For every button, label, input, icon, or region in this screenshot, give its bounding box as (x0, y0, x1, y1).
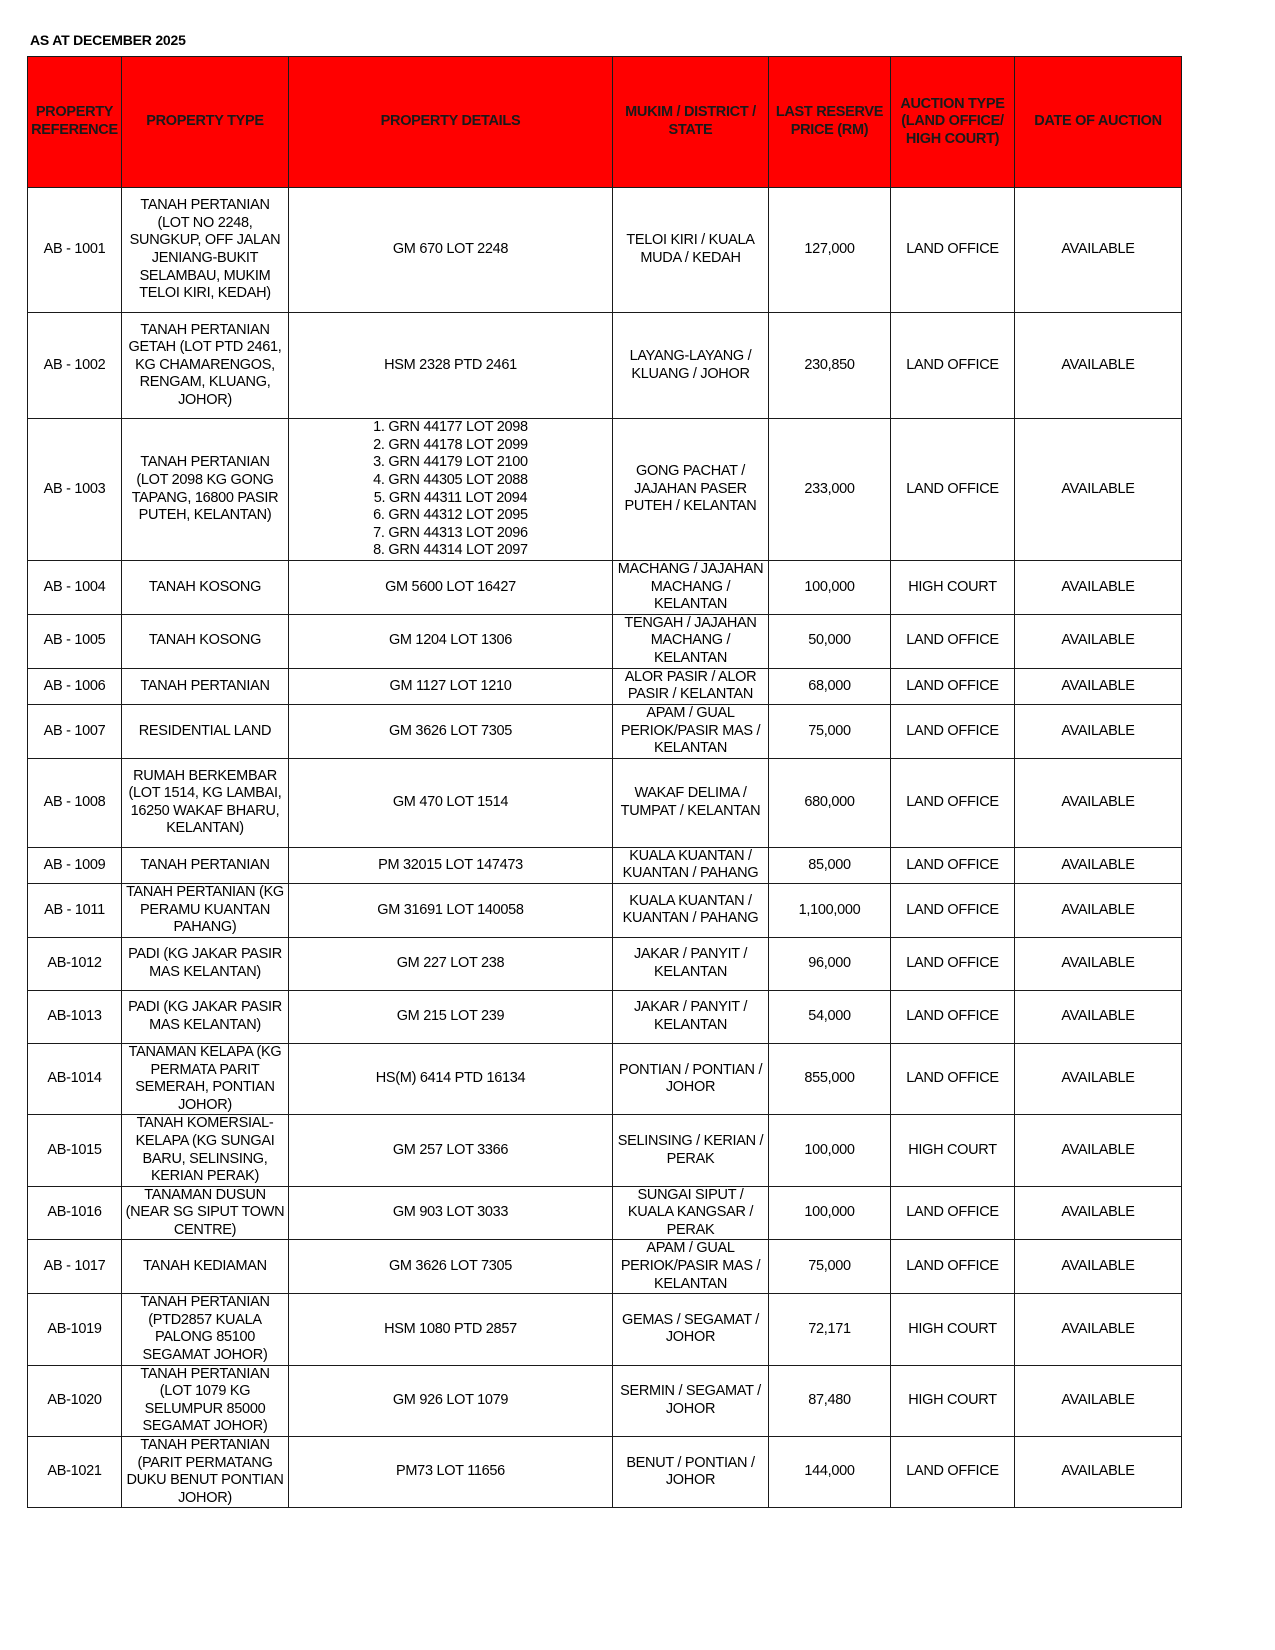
cell-reserve-price: 100,000 (769, 1186, 891, 1240)
cell-reserve-price: 1,100,000 (769, 883, 891, 937)
property-title-entry: HSM 1080 PTD 2857 (384, 1320, 517, 1337)
cell-property-reference: AB-1012 (28, 937, 122, 990)
cell-auction-date: AVAILABLE (1015, 1186, 1182, 1240)
cell-property-details (289, 614, 613, 668)
cell-reserve-price: 72,171 (769, 1294, 891, 1365)
cell-reserve-price: 855,000 (769, 1043, 891, 1114)
cell-reserve-price: 230,850 (769, 313, 891, 419)
cell-property-type: TANAH KOSONG (122, 614, 289, 668)
cell-auction-date: AVAILABLE (1015, 704, 1182, 758)
table-row (28, 1043, 1182, 1114)
header-auction-type: AUCTION TYPE (LAND OFFICE/ HIGH COURT) (891, 57, 1015, 188)
cell-auction-date: AVAILABLE (1015, 1240, 1182, 1294)
table-row (28, 758, 1182, 847)
table-row (28, 1437, 1182, 1508)
cell-property-type: TANAH PERTANIAN (122, 668, 289, 704)
cell-property-type: TANAH PERTANIAN (LOT 1079 KG SELUMPUR 85000 SEGAMAT JOHOR) (122, 1365, 289, 1436)
table-row (28, 847, 1182, 883)
cell-property-type: RESIDENTIAL LAND (122, 704, 289, 758)
cell-location: KUALA KUANTAN / KUANTAN / PAHANG (613, 883, 769, 937)
property-title-entry: GM 31691 LOT 140058 (377, 901, 524, 918)
cell-location: GEMAS / SEGAMAT / JOHOR (613, 1294, 769, 1365)
cell-property-reference: AB - 1007 (28, 704, 122, 758)
cell-location: TELOI KIRI / KUALA MUDA / KEDAH (613, 188, 769, 313)
property-title-entry: 2. GRN 44178 LOT 2099 (373, 436, 528, 453)
cell-location: KUALA KUANTAN / KUANTAN / PAHANG (613, 847, 769, 883)
table-body (28, 188, 1182, 1508)
table-row (28, 419, 1182, 561)
cell-auction-date: AVAILABLE (1015, 1294, 1182, 1365)
cell-property-reference: AB - 1011 (28, 883, 122, 937)
header-auction-date: DATE OF AUCTION (1015, 57, 1182, 188)
cell-property-type: TANAH PERTANIAN (PTD2857 KUALA PALONG 85100 SEGAMAT JOHOR) (122, 1294, 289, 1365)
cell-reserve-price: 680,000 (769, 758, 891, 847)
cell-property-reference: AB-1020 (28, 1365, 122, 1436)
table-row (28, 883, 1182, 937)
cell-auction-type: HIGH COURT (891, 1294, 1015, 1365)
cell-property-details (289, 561, 613, 615)
cell-reserve-price: 144,000 (769, 1437, 891, 1508)
cell-property-details (289, 1115, 613, 1186)
property-title-entry: 1. GRN 44177 LOT 2098 (373, 419, 528, 436)
cell-reserve-price: 233,000 (769, 419, 891, 561)
cell-auction-type: LAND OFFICE (891, 313, 1015, 419)
table-row (28, 1115, 1182, 1186)
cell-auction-date: AVAILABLE (1015, 188, 1182, 313)
cell-property-details (289, 668, 613, 704)
cell-property-type: TANAMAN KELAPA (KG PERMATA PARIT SEMERAH, PONTIAN JOHOR) (122, 1043, 289, 1114)
cell-location: WAKAF DELIMA / TUMPAT / KELANTAN (613, 758, 769, 847)
property-title-entry: PM73 LOT 11656 (396, 1463, 505, 1480)
cell-property-type: TANAH PERTANIAN (LOT NO 2248, SUNGKUP, OFF JALAN JENIANG-BUKIT SELAMBAU, MUKIM TELOI KIRI, KEDAH) (122, 188, 289, 313)
cell-property-details (289, 1437, 613, 1508)
cell-auction-date: AVAILABLE (1015, 561, 1182, 615)
cell-property-type: TANAH KEDIAMAN (122, 1240, 289, 1294)
cell-auction-type: LAND OFFICE (891, 990, 1015, 1043)
table-row (28, 1294, 1182, 1365)
cell-auction-type: HIGH COURT (891, 1115, 1015, 1186)
property-title-entry: GM 926 LOT 1079 (392, 1392, 509, 1409)
cell-auction-date: AVAILABLE (1015, 1365, 1182, 1436)
cell-location: TENGAH / JAJAHAN MACHANG / KELANTAN (613, 614, 769, 668)
table-row (28, 561, 1182, 615)
cell-property-reference: AB-1021 (28, 1437, 122, 1508)
cell-auction-type: HIGH COURT (891, 1365, 1015, 1436)
cell-location: GONG PACHAT / JAJAHAN PASER PUTEH / KELANTAN (613, 419, 769, 561)
table-row (28, 614, 1182, 668)
cell-location: SERMIN / SEGAMAT / JOHOR (613, 1365, 769, 1436)
cell-property-type: TANAH PERTANIAN GETAH (LOT PTD 2461, KG CHAMARENGOS, RENGAM, KLUANG, JOHOR) (122, 313, 289, 419)
property-title-entry: GM 1127 LOT 1210 (389, 677, 512, 694)
cell-property-type: TANAH PERTANIAN (122, 847, 289, 883)
cell-property-details (289, 847, 613, 883)
header-reserve-price: LAST RESERVE PRICE (RM) (769, 57, 891, 188)
cell-auction-date: AVAILABLE (1015, 883, 1182, 937)
property-title-entry: 3. GRN 44179 LOT 2100 (373, 454, 528, 471)
property-auction-table (27, 56, 1182, 1508)
cell-auction-type: LAND OFFICE (891, 937, 1015, 990)
cell-property-type: TANAH PERTANIAN (LOT 2098 KG GONG TAPANG, 16800 PASIR PUTEH, KELANTAN) (122, 419, 289, 561)
cell-property-reference: AB - 1001 (28, 188, 122, 313)
cell-property-details (289, 704, 613, 758)
cell-auction-date: AVAILABLE (1015, 847, 1182, 883)
cell-property-reference: AB - 1002 (28, 313, 122, 419)
property-title-entry: PM 32015 LOT 147473 (378, 856, 523, 873)
table-row (28, 668, 1182, 704)
cell-location: MACHANG / JAJAHAN MACHANG / KELANTAN (613, 561, 769, 615)
cell-reserve-price: 127,000 (769, 188, 891, 313)
property-title-entry: GM 5600 LOT 16427 (385, 578, 516, 595)
cell-auction-type: LAND OFFICE (891, 758, 1015, 847)
cell-location: JAKAR / PANYIT / KELANTAN (613, 990, 769, 1043)
cell-location: ALOR PASIR / ALOR PASIR / KELANTAN (613, 668, 769, 704)
property-title-entry: GM 3626 LOT 7305 (388, 1258, 513, 1275)
cell-property-reference: AB - 1009 (28, 847, 122, 883)
cell-auction-type: LAND OFFICE (891, 704, 1015, 758)
cell-property-reference: AB-1015 (28, 1115, 122, 1186)
cell-property-details (289, 188, 613, 313)
table-row (28, 1240, 1182, 1294)
cell-reserve-price: 100,000 (769, 561, 891, 615)
cell-auction-type: HIGH COURT (891, 561, 1015, 615)
table-row (28, 1365, 1182, 1436)
table-row (28, 313, 1182, 419)
property-title-entry: GM 257 LOT 3366 (392, 1141, 509, 1158)
cell-auction-date: AVAILABLE (1015, 1115, 1182, 1186)
cell-auction-date: AVAILABLE (1015, 614, 1182, 668)
cell-location: BENUT / PONTIAN / JOHOR (613, 1437, 769, 1508)
cell-location: SELINSING / KERIAN / PERAK (613, 1115, 769, 1186)
cell-auction-type: LAND OFFICE (891, 614, 1015, 668)
cell-property-reference: AB - 1004 (28, 561, 122, 615)
cell-property-reference: AB - 1017 (28, 1240, 122, 1294)
cell-auction-date: AVAILABLE (1015, 419, 1182, 561)
cell-property-details (289, 313, 613, 419)
cell-reserve-price: 54,000 (769, 990, 891, 1043)
property-title-entry: GM 227 LOT 238 (396, 955, 505, 972)
header-property-type: PROPERTY TYPE (122, 57, 289, 188)
cell-auction-type: LAND OFFICE (891, 668, 1015, 704)
cell-auction-type: LAND OFFICE (891, 1186, 1015, 1240)
property-title-entry: 8. GRN 44314 LOT 2097 (373, 542, 528, 559)
property-title-entry: HS(M) 6414 PTD 16134 (375, 1070, 526, 1087)
property-title-entry: 5. GRN 44311 LOT 2094 (373, 489, 528, 506)
cell-auction-date: AVAILABLE (1015, 990, 1182, 1043)
cell-property-type: TANAMAN DUSUN (NEAR SG SIPUT TOWN CENTRE) (122, 1186, 289, 1240)
cell-auction-date: AVAILABLE (1015, 1437, 1182, 1508)
property-title-entry: GM 3626 LOT 7305 (388, 722, 513, 739)
cell-property-reference: AB-1019 (28, 1294, 122, 1365)
header-property-details: PROPERTY DETAILS (289, 57, 613, 188)
cell-auction-date: AVAILABLE (1015, 313, 1182, 419)
property-title-entry: GM 215 LOT 239 (396, 1008, 505, 1025)
cell-property-details (289, 937, 613, 990)
cell-location: PONTIAN / PONTIAN / JOHOR (613, 1043, 769, 1114)
cell-location: JAKAR / PANYIT / KELANTAN (613, 937, 769, 990)
cell-property-details (289, 990, 613, 1043)
cell-auction-type: LAND OFFICE (891, 188, 1015, 313)
table-row (28, 937, 1182, 990)
cell-property-reference: AB - 1003 (28, 419, 122, 561)
cell-location: APAM / GUAL PERIOK/PASIR MAS / KELANTAN (613, 1240, 769, 1294)
cell-auction-type: LAND OFFICE (891, 847, 1015, 883)
cell-auction-date: AVAILABLE (1015, 1043, 1182, 1114)
cell-property-reference: AB-1016 (28, 1186, 122, 1240)
cell-auction-type: LAND OFFICE (891, 1043, 1015, 1114)
cell-auction-date: AVAILABLE (1015, 668, 1182, 704)
cell-property-reference: AB - 1008 (28, 758, 122, 847)
property-title-entry: 6. GRN 44312 LOT 2095 (373, 507, 528, 524)
cell-auction-type: LAND OFFICE (891, 883, 1015, 937)
cell-property-reference: AB-1014 (28, 1043, 122, 1114)
cell-property-type: RUMAH BERKEMBAR (LOT 1514, KG LAMBAI, 16250 WAKAF BHARU, KELANTAN) (122, 758, 289, 847)
cell-auction-date: AVAILABLE (1015, 758, 1182, 847)
table-row (28, 704, 1182, 758)
cell-property-details (289, 419, 613, 561)
table-row (28, 1186, 1182, 1240)
cell-property-details (289, 1365, 613, 1436)
table-row (28, 990, 1182, 1043)
property-title-entry: GM 470 LOT 1514 (392, 793, 509, 810)
cell-property-type: TANAH KOSONG (122, 561, 289, 615)
property-title-entry: GM 670 LOT 2248 (392, 241, 509, 258)
cell-property-details (289, 1240, 613, 1294)
header-property-reference: PROPERTY REFERENCE (28, 57, 122, 188)
cell-auction-type: LAND OFFICE (891, 1240, 1015, 1294)
cell-reserve-price: 100,000 (769, 1115, 891, 1186)
cell-reserve-price: 75,000 (769, 704, 891, 758)
cell-property-reference: AB-1013 (28, 990, 122, 1043)
cell-property-type: PADI (KG JAKAR PASIR MAS KELANTAN) (122, 937, 289, 990)
cell-location: APAM / GUAL PERIOK/PASIR MAS / KELANTAN (613, 704, 769, 758)
cell-property-details (289, 1186, 613, 1240)
cell-auction-date: AVAILABLE (1015, 937, 1182, 990)
property-title-entry: GM 903 LOT 3033 (392, 1204, 509, 1221)
cell-reserve-price: 50,000 (769, 614, 891, 668)
table-row (28, 188, 1182, 313)
cell-reserve-price: 68,000 (769, 668, 891, 704)
cell-property-details (289, 758, 613, 847)
cell-auction-type: LAND OFFICE (891, 1437, 1015, 1508)
property-title-entry: 4. GRN 44305 LOT 2088 (373, 471, 528, 488)
cell-location: LAYANG-LAYANG / KLUANG / JOHOR (613, 313, 769, 419)
cell-reserve-price: 85,000 (769, 847, 891, 883)
cell-reserve-price: 75,000 (769, 1240, 891, 1294)
document-title: AS AT DECEMBER 2025 (30, 32, 186, 48)
cell-property-reference: AB - 1006 (28, 668, 122, 704)
cell-property-type: TANAH KOMERSIAL-KELAPA (KG SUNGAI BARU, SELINSING, KERIAN PERAK) (122, 1115, 289, 1186)
cell-property-details (289, 883, 613, 937)
property-title-entry: HSM 2328 PTD 2461 (384, 356, 517, 373)
cell-property-reference: AB - 1005 (28, 614, 122, 668)
header-location: MUKIM / DISTRICT / STATE (613, 57, 769, 188)
cell-reserve-price: 96,000 (769, 937, 891, 990)
cell-property-type: PADI (KG JAKAR PASIR MAS KELANTAN) (122, 990, 289, 1043)
property-title-entry: GM 1204 LOT 1306 (388, 632, 513, 649)
cell-property-type: TANAH PERTANIAN (KG PERAMU KUANTAN PAHANG) (122, 883, 289, 937)
cell-reserve-price: 87,480 (769, 1365, 891, 1436)
cell-auction-type: LAND OFFICE (891, 419, 1015, 561)
cell-property-type: TANAH PERTANIAN (PARIT PERMATANG DUKU BENUT PONTIAN JOHOR) (122, 1437, 289, 1508)
cell-property-details (289, 1294, 613, 1365)
property-title-entry: 7. GRN 44313 LOT 2096 (373, 524, 528, 541)
cell-location: SUNGAI SIPUT / KUALA KANGSAR / PERAK (613, 1186, 769, 1240)
cell-property-details (289, 1043, 613, 1114)
table-header-row (28, 57, 1182, 188)
